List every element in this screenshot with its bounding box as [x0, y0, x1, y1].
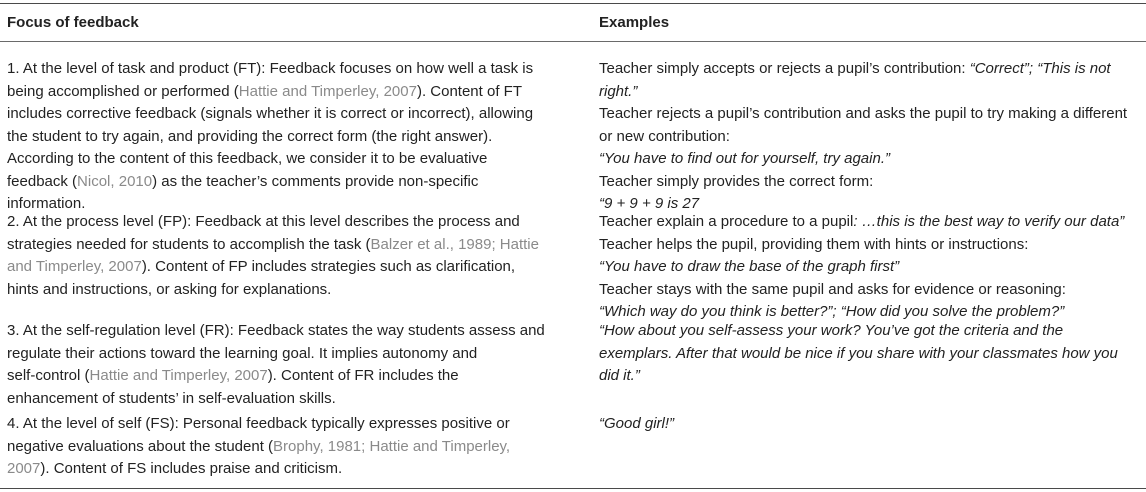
example-quote: did it.”: [599, 367, 640, 384]
example-quote: “Which way do you think is better?”; “How did you solve the problem?”: [599, 303, 1065, 320]
cell-line: [7, 126, 577, 149]
example-quote: “How about you self-assess your work? You’ve got the criteria and the: [599, 322, 1064, 339]
citation-link: Hattie and Timperley, 2007: [89, 367, 268, 384]
citation-link: Nicol, 2010: [77, 172, 153, 190]
example-quote: “You have to find out for yourself, try again.”: [599, 150, 890, 167]
cell-line: [599, 279, 1144, 302]
cell-text: Teacher explain a procedure to a pupil: [599, 213, 854, 230]
cell-text: 2. At the process level (FP): Feedback at this level describes the process and: [7, 213, 520, 230]
cell-line: [7, 171, 577, 194]
cell-text: self-control (: [7, 367, 90, 384]
row-ft-examples: [599, 58, 1144, 216]
header-examples: Examples: [599, 14, 670, 31]
cell-text: Teacher stays with the same pupil and asks for evidence or reasoning:: [599, 280, 1066, 298]
cell-line: [7, 365, 577, 388]
cell-text: Teacher simply accepts or rejects a pupil’s contribution:: [599, 60, 970, 77]
cell-line: [7, 234, 577, 257]
row-fp-focus: [7, 211, 577, 301]
cell-line: [7, 343, 577, 366]
cell-line: [7, 81, 577, 104]
cell-text: ). Content of FR includes the: [267, 367, 459, 384]
table-bottom-rule: [0, 488, 1146, 489]
cell-line: [599, 171, 1144, 194]
cell-line: [599, 320, 1144, 343]
cell-line: [7, 103, 577, 126]
cell-line: [7, 211, 577, 234]
citation-link: 2007: [7, 460, 41, 477]
cell-line: [7, 279, 577, 302]
example-quote: “Good girl!”: [599, 415, 675, 432]
cell-text: 1. At the level of task and product (FT): Feedback focuses on how well a task is: [7, 60, 534, 77]
row-fp-examples: [599, 211, 1144, 324]
cell-text: ). Content of FP includes strategies such as clarification,: [141, 258, 516, 275]
example-quote: : …this is the best way to verify our data”: [853, 213, 1125, 230]
cell-line: [599, 256, 1144, 279]
cell-text: strategies needed for students to accomplish the task (: [7, 235, 371, 253]
row-fs-focus: [7, 413, 577, 481]
cell-line: [7, 436, 577, 459]
cell-text: 3. At the self-regulation level (FR): Feedback states the way students assess and: [7, 322, 545, 339]
cell-text: feedback (: [7, 172, 78, 190]
table-top-rule: [0, 3, 1146, 4]
cell-line: [7, 320, 577, 343]
example-quote: exemplars. After that would be nice if you share with your classmates how you: [599, 344, 1118, 362]
example-quote: “Correct”; “This is not: [969, 60, 1111, 77]
cell-line: [599, 413, 1144, 436]
cell-text: the student to try again, and providing the correct form (the right answer).: [7, 127, 493, 145]
cell-text: Teacher rejects a pupil’s contribution and asks the pupil to try making a different: [599, 105, 1128, 122]
row-ft-focus: [7, 58, 577, 216]
cell-line: [599, 58, 1144, 81]
cell-text: Teacher helps the pupil, providing them with hints or instructions:: [599, 235, 1029, 253]
cell-text: regulate their actions toward the learning goal. It implies autonomy and: [7, 344, 478, 362]
cell-text: information.: [7, 195, 86, 212]
cell-line: [599, 103, 1144, 126]
citation-link: Hattie and Timperley, 2007: [238, 82, 417, 100]
cell-line: [599, 343, 1144, 366]
cell-line: [599, 148, 1144, 171]
row-fs-examples: [599, 413, 1144, 436]
cell-text: or new contribution:: [599, 127, 730, 145]
row-fr-focus: [7, 320, 577, 410]
citation-link: and Timperley, 2007: [7, 258, 142, 275]
cell-text: ). Content of FT: [416, 82, 522, 100]
cell-line: [599, 81, 1144, 104]
cell-line: [7, 58, 577, 81]
cell-line: [599, 365, 1144, 388]
cell-line: [7, 458, 577, 481]
cell-text: According to the content of this feedback, we consider it to be evaluative: [7, 150, 488, 167]
example-quote: right.”: [599, 82, 638, 100]
cell-text: being accomplished or performed (: [7, 82, 239, 100]
row-fr-examples: [599, 320, 1144, 388]
header-focus-of-feedback: Focus of feedback: [7, 14, 139, 31]
cell-text: hints and instructions, or asking for explanations.: [7, 280, 332, 298]
cell-line: [599, 234, 1144, 257]
cell-text: 4. At the level of self (FS): Personal feedback typically expresses positive or: [7, 415, 510, 432]
cell-text: includes corrective feedback (signals whether it is correct or incorrect), allowing: [7, 105, 534, 122]
cell-text: enhancement of students’ in self-evaluation skills.: [7, 389, 336, 407]
cell-text: ) as the teacher’s comments provide non-specific: [152, 172, 479, 190]
cell-line: [7, 388, 577, 411]
citation-link: Brophy, 1981; Hattie and Timperley,: [273, 437, 511, 455]
example-quote: “9 + 9 + 9 is 27: [599, 195, 700, 212]
header-rule: [0, 41, 1146, 42]
cell-text: Teacher simply provides the correct form:: [599, 172, 874, 190]
cell-line: [599, 211, 1144, 234]
cell-text: ). Content of FS includes praise and criticism.: [40, 460, 343, 477]
example-quote: “You have to draw the base of the graph first”: [599, 258, 900, 275]
citation-link: Balzer et al., 1989; Hattie: [370, 235, 539, 253]
cell-line: [599, 126, 1144, 149]
cell-line: [7, 148, 577, 171]
cell-line: [7, 256, 577, 279]
cell-line: [7, 413, 577, 436]
cell-text: negative evaluations about the student (: [7, 437, 274, 455]
